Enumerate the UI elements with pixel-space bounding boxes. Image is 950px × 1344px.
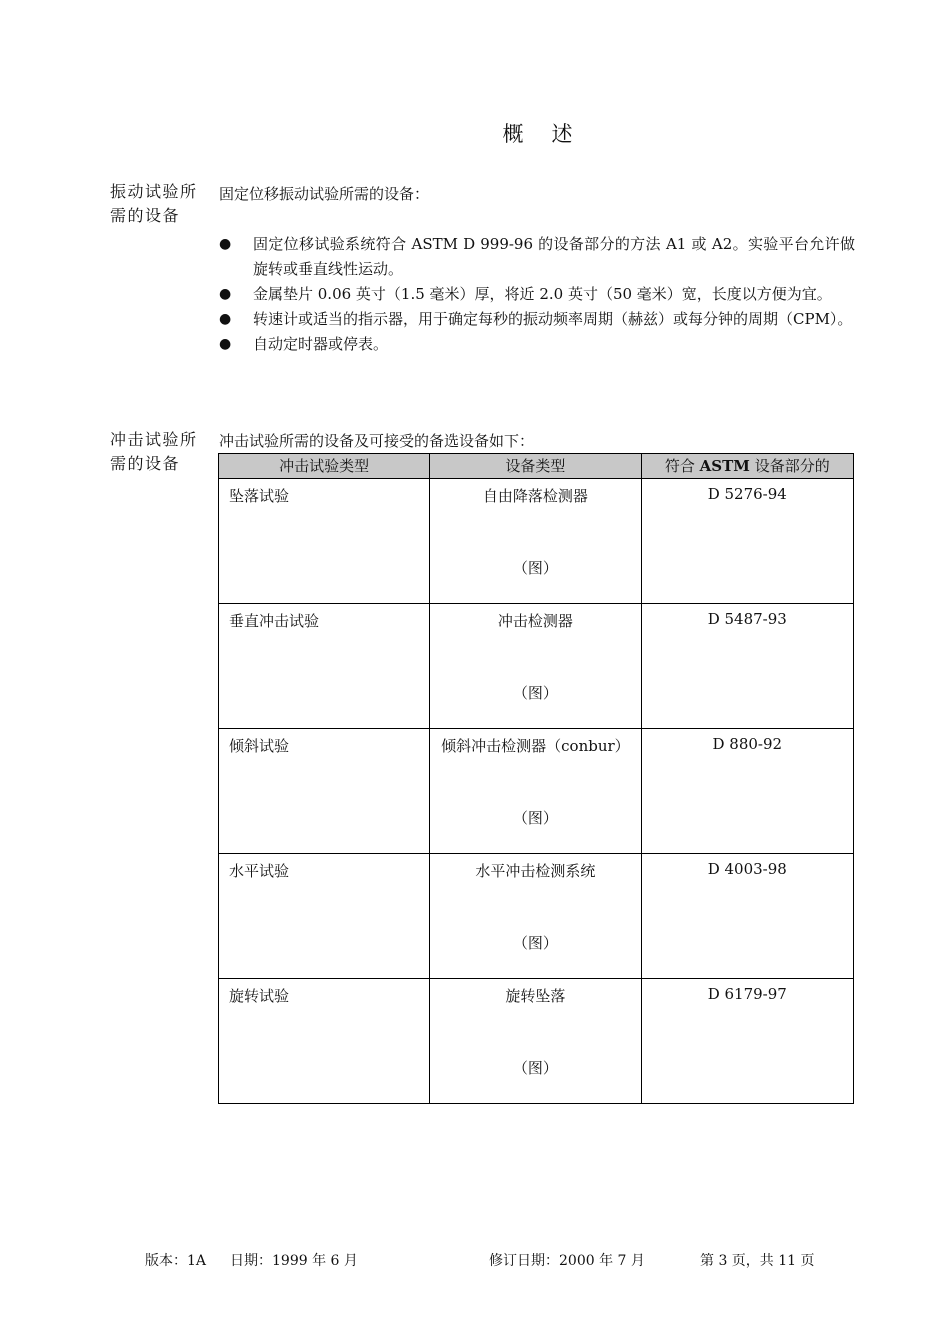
standard-text: D 6179-97	[707, 985, 787, 1003]
standard-text: D 5487-93	[707, 610, 787, 628]
cell-device	[430, 979, 641, 1104]
list-item	[219, 232, 855, 282]
test-type-text: 倾斜试验	[229, 737, 290, 755]
vibration-equipment-list	[219, 232, 855, 357]
cell-device	[430, 729, 641, 854]
shock-label-line1: 冲击试验所	[110, 430, 198, 449]
header-test-type: 冲击试验类型	[219, 454, 430, 479]
standard-text: D 880-92	[712, 735, 783, 753]
table-row	[219, 729, 854, 854]
vibration-label-line1: 振动试验所	[110, 182, 198, 201]
footer-revised-date: 修订日期：2000 年 7 月	[489, 1253, 645, 1269]
list-item	[219, 332, 855, 357]
page-title-char: 述	[551, 122, 573, 146]
device-text: 倾斜冲击检测器（conbur）	[441, 737, 630, 755]
figure-placeholder: （图）	[512, 934, 558, 952]
shock-lead-text: 冲击试验所需的设备及可接受的备选设备如下：	[219, 432, 535, 450]
shock-label-line2: 需的设备	[110, 454, 181, 473]
device-text: 冲击检测器	[497, 612, 573, 630]
header-device-type: 设备类型	[430, 454, 641, 479]
vibration-section-label	[110, 180, 210, 228]
cell-standard	[641, 854, 853, 979]
cell-device	[430, 854, 641, 979]
list-item	[219, 307, 855, 332]
table-row	[219, 479, 854, 604]
device-text: 旋转坠落	[505, 987, 566, 1005]
table-row	[219, 604, 854, 729]
page-title	[0, 118, 950, 148]
test-type-text: 水平试验	[229, 862, 290, 880]
vibration-lead-text: 固定位移振动试验所需的设备：	[219, 185, 430, 203]
bullet-icon: ●	[219, 286, 232, 302]
figure-placeholder: （图）	[512, 809, 558, 827]
vibration-label-line2: 需的设备	[110, 206, 181, 225]
cell-test-type	[219, 479, 430, 604]
cell-test-type	[219, 854, 430, 979]
table-row	[219, 979, 854, 1104]
header-astm-suffix: 设备部分的	[754, 457, 830, 475]
device-text: 水平冲击检测系统	[475, 862, 596, 880]
cell-standard	[641, 979, 853, 1104]
bullet-icon: ●	[219, 236, 232, 252]
list-item-text: 固定位移试验系统符合 ASTM D 999-96 的设备部分的方法 A1 或 A2。实验平台允许做旋转或垂直线性运动。	[253, 235, 855, 278]
figure-placeholder: （图）	[512, 684, 558, 702]
test-type-text: 坠落试验	[229, 487, 290, 505]
cell-standard	[641, 479, 853, 604]
footer-page-number: 第 3 页，共 11 页	[700, 1253, 815, 1269]
header-astm-bold: ASTM	[699, 457, 750, 475]
test-type-text: 垂直冲击试验	[229, 612, 320, 630]
list-item	[219, 282, 855, 307]
cell-test-type	[219, 729, 430, 854]
cell-device	[430, 479, 641, 604]
list-item-text: 转速计或适当的指示器，用于确定每秒的振动频率周期（赫兹）或每分钟的周期（CPM）。	[253, 310, 853, 328]
list-item-text: 自动定时器或停表。	[253, 335, 389, 353]
bullet-icon: ●	[219, 336, 232, 352]
cell-standard	[641, 729, 853, 854]
page-title-char: 概	[502, 122, 524, 146]
cell-test-type	[219, 604, 430, 729]
standard-text: D 5276-94	[707, 485, 787, 503]
list-item-text: 金属垫片 0.06 英寸（1.5 毫米）厚，将近 2.0 英寸（50 毫米）宽，长度以方便为宜。	[253, 285, 832, 303]
header-astm-prefix: 符合	[664, 457, 695, 475]
header-astm-standard	[641, 454, 853, 479]
test-type-text: 旋转试验	[229, 987, 290, 1005]
bullet-icon: ●	[219, 311, 232, 327]
cell-test-type	[219, 979, 430, 1104]
footer-date: 日期：1999 年 6 月	[230, 1253, 358, 1269]
standard-text: D 4003-98	[707, 860, 787, 878]
cell-standard	[641, 604, 853, 729]
shock-equipment-table	[218, 453, 854, 1104]
figure-placeholder: （图）	[512, 559, 558, 577]
footer-version: 版本：1A	[145, 1253, 207, 1269]
cell-device	[430, 604, 641, 729]
figure-placeholder: （图）	[512, 1059, 558, 1077]
device-text: 自由降落检测器	[482, 487, 588, 505]
shock-section-label	[110, 428, 210, 476]
table-row	[219, 854, 854, 979]
table-header-row	[219, 454, 854, 479]
